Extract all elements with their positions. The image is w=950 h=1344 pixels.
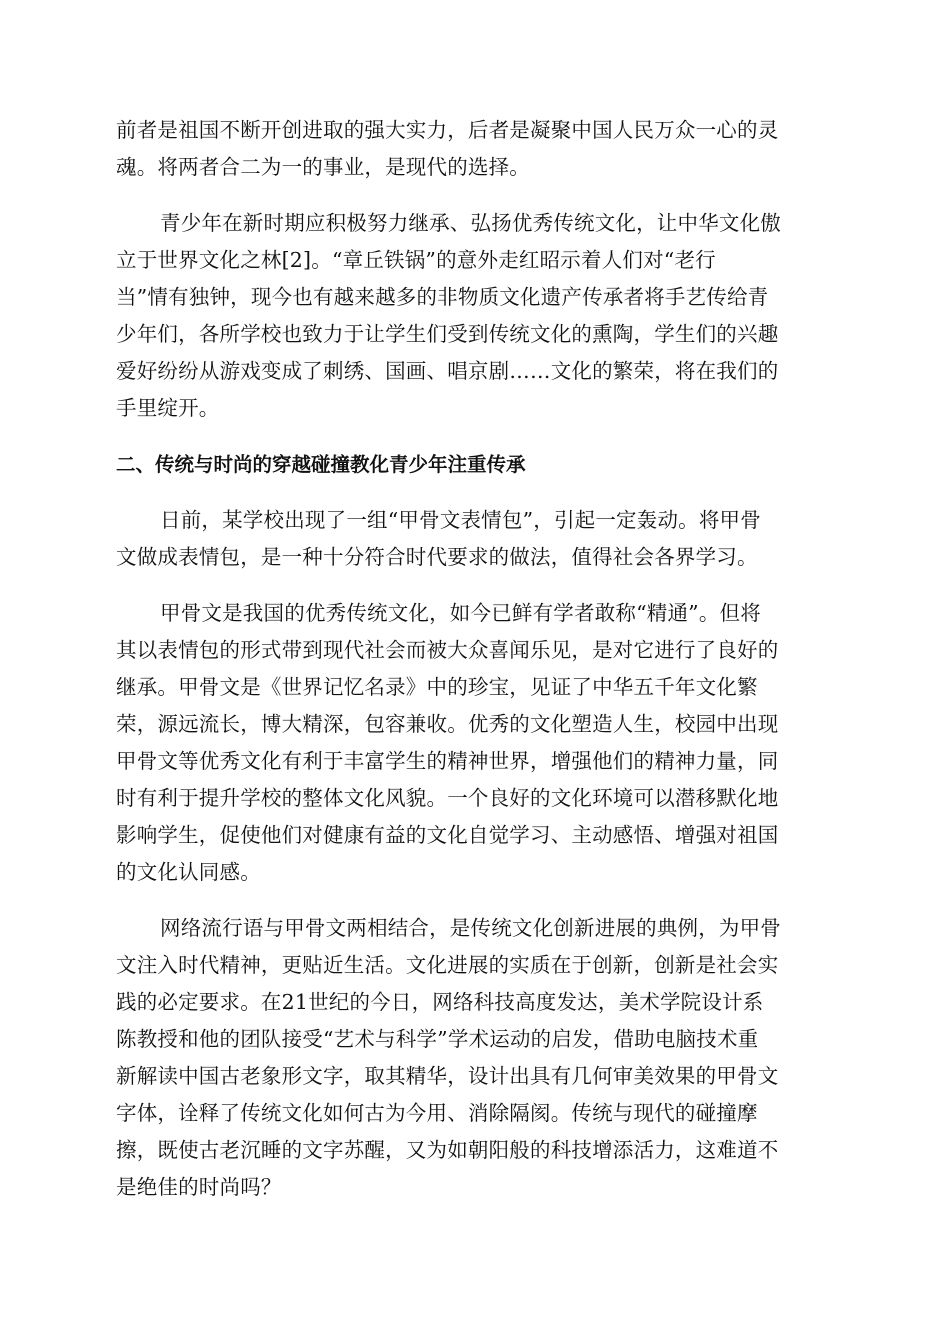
paragraph-line: 践的必定要求。在21世纪的今日，网络科技高度发达，美术学院设计系 (116, 990, 764, 1014)
paragraph-4 (116, 595, 838, 891)
paragraph-line: 陈教授和他的团队接受“艺术与科学”学术运动的启发，借助电脑技术重 (116, 1027, 759, 1051)
paragraph-line: 网络流行语与甲骨文两相结合，是传统文化创新进展的典例，为甲骨 (160, 916, 781, 940)
paragraph-5 (116, 910, 838, 1206)
paragraph-line: 其以表情包的形式带到现代社会而被大众喜闻乐见，是对它进行了良好的 (116, 638, 779, 662)
paragraph-line: 字体，诠释了传统文化如何古为今用、消除隔阂。传统与现代的碰撞摩 (116, 1101, 758, 1125)
document-body (116, 112, 838, 1225)
paragraph-line: 手里绽开。 (116, 396, 220, 420)
paragraph-line: 荣，源远流长，博大精深，包容兼收。优秀的文化塑造人生，校园中出现 (116, 712, 779, 736)
paragraph-3 (116, 502, 838, 576)
section-heading: 二、传统与时尚的穿越碰撞教化青少年注重传承 (116, 453, 526, 476)
paragraph-line: 青少年在新时期应积极努力继承、弘扬优秀传统文化，让中华文化傲 (160, 211, 781, 235)
paragraph-line: 少年们，各所学校也致力于让学生们受到传统文化的熏陶，学生们的兴趣 (116, 322, 779, 346)
paragraph-line: 是绝佳的时尚吗？ (116, 1175, 282, 1199)
paragraph-line: 新解读中国古老象形文字，取其精华，设计出具有几何审美效果的甲骨文 (116, 1064, 779, 1088)
paragraph-line: 文做成表情包，是一种十分符合时代要求的做法，值得社会各界学习。 (116, 545, 758, 569)
paragraph-line: 文注入时代精神，更贴近生活。文化进展的实质在于创新，创新是社会实 (116, 953, 779, 977)
paragraph-line: 影响学生，促使他们对健康有益的文化自觉学习、主动感悟、增强对祖国 (116, 823, 779, 847)
paragraph-line: 继承。甲骨文是《世界记忆名录》中的珍宝，见证了中华五千年文化繁 (116, 675, 758, 699)
paragraph-line: 立于世界文化之林[2]。“章丘铁锅”的意外走红昭示着人们对“老行 (116, 248, 716, 272)
paragraph-line: 甲骨文等优秀文化有利于丰富学生的精神世界，增强他们的精神力量，同 (116, 749, 779, 773)
paragraph-line: 日前，某学校出现了一组“甲骨文表情包”，引起一定轰动。将甲骨 (160, 508, 761, 532)
paragraph-line: 前者是祖国不断开创进取的强大实力，后者是凝聚中国人民万众一心的灵 (116, 118, 779, 142)
paragraph-line: 当”情有独钟，现今也有越来越多的非物质文化遗产传承者将手艺传给青 (116, 285, 769, 309)
paragraph-line: 爱好纷纷从游戏变成了刺绣、国画、唱京剧……文化的繁荣，将在我们的 (116, 359, 779, 383)
paragraph-2 (116, 205, 838, 427)
paragraph-1 (116, 112, 838, 186)
paragraph-line: 时有利于提升学校的整体文化风貌。一个良好的文化环境可以潜移默化地 (116, 786, 779, 810)
paragraph-line: 的文化认同感。 (116, 860, 261, 884)
paragraph-line: 擦，既使古老沉睡的文字苏醒，又为如朝阳般的科技增添活力，这难道不 (116, 1138, 779, 1162)
paragraph-line: 甲骨文是我国的优秀传统文化，如今已鲜有学者敢称“精通”。但将 (160, 601, 761, 625)
paragraph-line: 魂。将两者合二为一的事业，是现代的选择。 (116, 155, 530, 179)
